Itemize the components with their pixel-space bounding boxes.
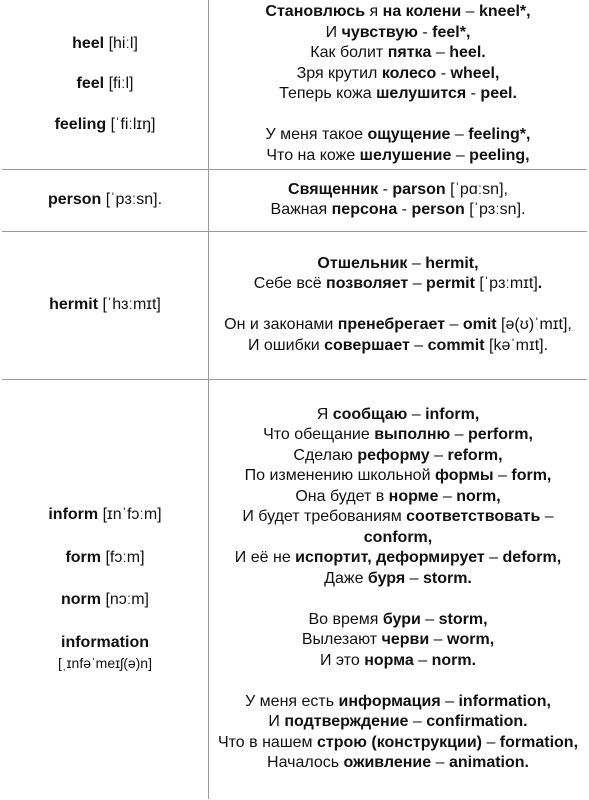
table-row <box>2 379 587 799</box>
poem-text: - <box>397 201 412 218</box>
poem-line <box>217 64 579 85</box>
poem-cell <box>209 379 588 799</box>
poem-text: Зря крутил <box>296 64 382 82</box>
poem-bold-text: оживление <box>343 754 432 772</box>
poem-text: [ˈpɜːmɪt] <box>474 275 538 293</box>
poem-bold-text: строю (конструкции) <box>317 733 482 751</box>
poem-text: И <box>268 713 285 731</box>
poem-line <box>217 651 579 672</box>
poem-line <box>217 180 579 201</box>
poem-cell <box>209 0 588 169</box>
poem-blank-line <box>217 105 579 126</box>
poem-line <box>217 315 579 336</box>
poem-bold-text: person <box>411 201 465 218</box>
poem-text: И будет требованиям <box>242 508 407 526</box>
poem-bold-text: черви <box>381 631 430 649</box>
poem-bold-text: реформу <box>357 446 430 464</box>
poem-text: – <box>438 487 457 505</box>
poem-bold-text: норме <box>388 487 439 505</box>
poem-line <box>217 446 579 467</box>
poem-bold-text: чувствую <box>341 23 418 41</box>
poem-bold-text: inform, <box>425 405 480 423</box>
poem-bold-text: Священник <box>288 180 379 198</box>
poem-text: Началось <box>267 754 344 772</box>
poem-bold-text: на колени <box>382 3 462 21</box>
words-cell <box>2 0 209 169</box>
poem-bold-text: бури <box>382 610 421 628</box>
poem-bold-text: шелушение <box>359 146 452 164</box>
poem-line <box>217 84 579 105</box>
poem-text: – <box>409 336 428 354</box>
poem-bold-text: Становлюсь <box>265 3 366 21</box>
poem-line <box>217 733 579 754</box>
poem-bold-text: formation, <box>499 733 579 751</box>
poem-bold-text: буря <box>367 569 406 587</box>
poem-bold-text: parson <box>392 180 446 198</box>
poem-text: Я <box>316 405 333 423</box>
poem-text: Во время <box>308 610 383 628</box>
poem-text: [ˈpɜːsn]. <box>464 201 526 218</box>
poem-bold-text: колесо <box>381 64 437 82</box>
word-entry: heel [hiːl] <box>72 34 138 52</box>
poem-bold-text: feel*, <box>432 23 471 41</box>
poem-bold-text: шелушится <box>376 85 467 103</box>
poem-line <box>217 548 579 569</box>
poem-line <box>217 712 579 733</box>
poem-bold-text: storm. <box>422 569 472 587</box>
poem-bold-text: сообщаю <box>332 405 408 423</box>
word-ipa: [ˌɪnfəˈmeɪʃ(ə)n] <box>58 655 152 671</box>
word-entry: information <box>61 633 149 651</box>
poem-text: – <box>461 3 479 21</box>
poem-text: – <box>431 44 450 62</box>
poem-text: Вылезают <box>301 631 382 649</box>
poem-text: Что на коже <box>266 146 360 164</box>
poem-text: – <box>450 426 469 444</box>
poem-text: – <box>408 275 427 293</box>
poem-line <box>217 425 579 446</box>
poem-bold-text: . <box>537 275 543 293</box>
poem-bold-text: omit <box>462 316 497 334</box>
poem-text: У меня есть <box>245 692 339 710</box>
poem-line <box>217 630 579 651</box>
poem-bold-text: information, <box>458 692 551 710</box>
poem-text: – <box>429 446 448 464</box>
poem-bold-text: perform, <box>468 426 533 444</box>
poem-bold-text: form, <box>511 467 552 485</box>
poem-bold-text: норма <box>364 651 414 669</box>
poem-bold-text: позволяет <box>326 275 409 293</box>
vocabulary-table <box>2 0 587 799</box>
poem-text: [kəˈmɪt]. <box>484 336 549 354</box>
poem-text: И <box>325 23 342 41</box>
poem-bold-text: deform, <box>502 549 562 567</box>
poem-cell <box>209 231 588 379</box>
poem-text: - <box>417 23 433 41</box>
word-entry: inform [ɪnˈfɔːm] <box>48 506 162 523</box>
words-cell <box>2 231 209 379</box>
word-entry: feel [fiːl] <box>76 75 134 92</box>
poem-text: И её не <box>234 549 296 567</box>
poem-text: Что обещание <box>263 426 375 444</box>
word-entry: form [fɔːm] <box>65 548 145 566</box>
poem-text: – <box>482 733 500 751</box>
poem-text: Важная <box>270 201 332 218</box>
poem-bold-text: формы <box>434 467 494 485</box>
poem-line <box>217 23 579 44</box>
poem-line <box>217 487 579 508</box>
poem-bold-text: animation. <box>448 754 529 772</box>
poem-bold-text: peel. <box>480 85 517 103</box>
poem-text: – <box>431 754 449 772</box>
poem-bold-text: permit <box>426 275 475 293</box>
poem-bold-text: wheel, <box>450 64 500 82</box>
poem-text: – <box>451 146 470 164</box>
poem-line <box>217 2 579 23</box>
poem-text: – <box>413 651 432 669</box>
table-row <box>2 169 587 231</box>
poem-text: – <box>440 692 459 710</box>
poem-bold-text: storm, <box>438 610 488 628</box>
word-entry: norm [nɔːm] <box>60 591 149 608</box>
poem-text: - <box>466 85 481 103</box>
poem-bold-text: hermit, <box>425 254 479 272</box>
poem-line <box>217 569 579 590</box>
poem-text: И ошибки <box>247 336 325 354</box>
poem-text: Даже <box>324 569 368 587</box>
word-entry: hermit [ˈhɜːmɪt] <box>49 295 161 313</box>
poem-line <box>217 254 579 275</box>
poem-bold-text: conform, <box>363 528 433 546</box>
poem-bold-text: испортит, деформирует <box>295 549 485 567</box>
poem-bold-text: соответствовать <box>406 508 541 526</box>
poem-bold-text: peeling, <box>469 146 530 164</box>
table-row <box>2 231 587 379</box>
poem-line <box>217 125 579 146</box>
poem-line <box>217 405 579 426</box>
poem-line <box>217 753 579 774</box>
poem-bold-text: пренебрегает <box>337 316 446 334</box>
poem-text: – <box>407 405 426 423</box>
poem-bold-text: norm. <box>431 651 477 669</box>
poem-text: Сделаю <box>293 446 358 464</box>
poem-text: – <box>484 549 503 567</box>
poem-text: Что в нашем <box>217 733 317 751</box>
poem-bold-text: reform, <box>447 446 503 464</box>
poem-line <box>217 274 579 295</box>
poem-line <box>217 692 579 713</box>
poem-bold-text: ощущение <box>367 126 451 144</box>
poem-bold-text: персона <box>331 201 398 218</box>
poem-bold-text: пятка <box>387 44 432 62</box>
poem-bold-text: совершает <box>324 336 410 354</box>
poem-text: Теперь кожа <box>279 85 377 103</box>
poem-text: Она будет в <box>295 487 389 505</box>
poem-blank-line <box>217 589 579 610</box>
poem-text: – <box>450 126 469 144</box>
table-row <box>2 0 587 169</box>
poem-line <box>217 200 579 221</box>
poem-text: – <box>493 467 512 485</box>
poem-text: Как болит <box>310 44 388 62</box>
poem-text: я <box>365 3 383 21</box>
poem-text: – <box>408 713 427 731</box>
poem-bold-text: confirmation. <box>426 713 528 731</box>
poem-text: Он и законами <box>224 316 338 334</box>
poem-bold-text: feeling*, <box>468 126 531 144</box>
poem-text: - <box>378 180 393 198</box>
poem-text: У меня такое <box>265 126 368 144</box>
poem-bold-text: выполню <box>374 426 451 444</box>
words-cell <box>2 379 209 799</box>
poem-text: – <box>420 610 439 628</box>
word-entry: person [ˈpɜːsn]. <box>47 190 163 208</box>
poem-bold-text: norm, <box>456 487 501 505</box>
poem-text: [ə(ʊ)ˈmɪt], <box>496 316 572 334</box>
poem-text: Себе всё <box>253 275 327 293</box>
words-cell <box>2 169 209 231</box>
poem-line <box>217 43 579 64</box>
poem-line <box>217 146 579 167</box>
poem-blank-line <box>217 671 579 692</box>
poem-cell <box>209 169 588 231</box>
poem-line <box>217 466 579 487</box>
poem-bold-text: commit <box>427 336 485 354</box>
poem-bold-text: информация <box>338 692 441 710</box>
poem-text: – <box>540 508 554 526</box>
poem-bold-text: подтверждение <box>284 713 409 731</box>
poem-text: – <box>405 569 423 587</box>
poem-text: – <box>407 254 426 272</box>
poem-bold-text: worm, <box>447 631 495 649</box>
poem-text: [ˈpɑːsn], <box>445 180 508 198</box>
poem-text: По изменению школьной <box>244 467 435 485</box>
poem-blank-line <box>217 295 579 316</box>
word-entry: feeling [ˈfiːlɪŋ] <box>54 115 156 133</box>
poem-bold-text: Отшельник <box>317 254 408 272</box>
poem-bold-text: heel. <box>449 44 486 62</box>
poem-line <box>217 336 579 357</box>
poem-text: – <box>445 316 463 334</box>
poem-line <box>217 507 579 548</box>
poem-text: – <box>429 631 448 649</box>
poem-line <box>217 610 579 631</box>
poem-text: И это <box>319 651 365 669</box>
poem-bold-text: kneel*, <box>479 3 531 21</box>
poem-text: - <box>436 64 451 82</box>
